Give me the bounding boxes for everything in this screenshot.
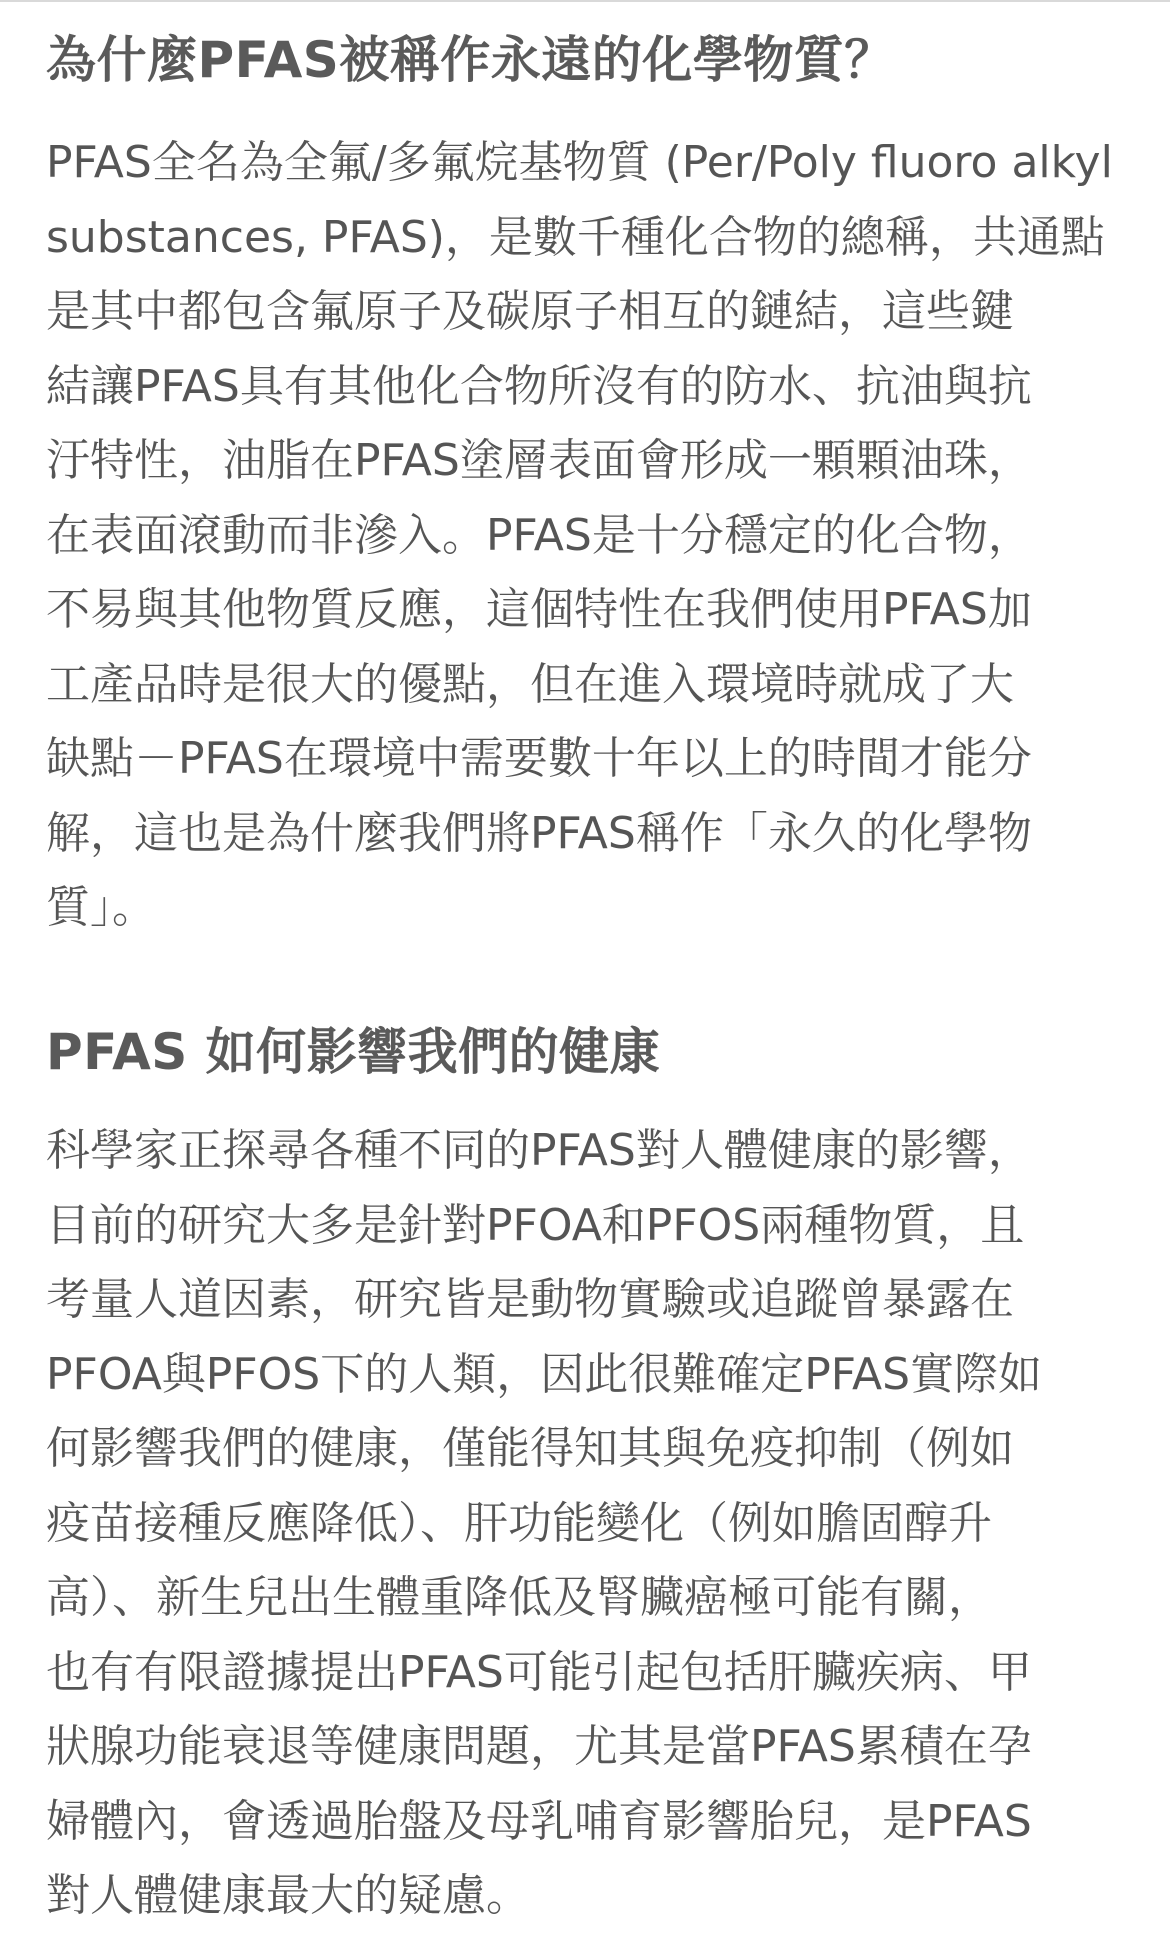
paragraph-line: 何影響我們的健康，僅能得知其與免疫抑制（例如: [46, 1423, 1014, 1474]
section-heading-forever-chemicals: 為什麼PFAS被稱作永遠的化學物質？: [46, 31, 895, 89]
paragraph-line: 結讓PFAS具有其他化合物所沒有的防水、抗油與抗: [46, 360, 1032, 412]
paragraph-line: 狀腺功能衰退等健康問題，尤其是當PFAS累積在孕: [46, 1721, 1032, 1772]
paragraph-line: 缺點－PFAS在環境中需要數十年以上的時間才能分: [46, 733, 1032, 784]
paragraph-line: 科學家正探尋各種不同的PFAS對人體健康的影響，: [46, 1125, 1032, 1176]
top-divider: [0, 0, 1170, 2]
paragraph-line: 也有有限證據提出PFAS可能引起包括肝臟疾病、甲: [46, 1646, 1032, 1698]
paragraph-line: PFOA與PFOS下的人類，因此很難確定PFAS實際如: [46, 1348, 1043, 1400]
paragraph-line: 工產品時是很大的優點，但在進入環境時就成了大: [46, 658, 1014, 710]
paragraph-line: 高）、新生兒出生體重降低及腎臟癌極可能有關，: [46, 1572, 992, 1623]
section-heading-health-effects: PFAS 如何影響我們的健康: [46, 1023, 661, 1081]
paragraph-line: 疫苗接種反應降低）、肝功能變化（例如膽固醇升: [46, 1497, 992, 1549]
paragraph-line: 不易與其他物質反應，這個特性在我們使用PFAS加: [46, 584, 1032, 635]
section-paragraph-health-effects: [46, 1114, 1136, 1934]
paragraph-line: 是其中都包含氟原子及碳原子相互的鏈結，這些鍵: [46, 286, 1014, 337]
paragraph-line: 婦體內，會透過胎盤及母乳哺育影響胎兒，是PFAS: [46, 1795, 1032, 1847]
paragraph-line: 解，這也是為什麼我們將PFAS稱作「永久的化學物: [46, 807, 1032, 859]
paragraph-line: 質」。: [46, 882, 156, 933]
paragraph-line: 考量人道因素，研究皆是動物實驗或追蹤曾暴露在: [46, 1274, 1014, 1325]
paragraph-line: 汙特性，油脂在PFAS塗層表面會形成一顆顆油珠，: [46, 435, 1032, 486]
section-paragraph-forever-chemicals: [46, 126, 1136, 946]
paragraph-line: PFAS全名為全氟/多氟烷基物質 (Per/Poly fluoro alkyl: [46, 137, 1113, 188]
paragraph-line: 在表面滾動而非滲入。PFAS是十分穩定的化合物，: [46, 509, 1032, 561]
paragraph-line: 對人體健康最大的疑慮。: [46, 1870, 530, 1921]
paragraph-line: substances, PFAS)，是數千種化合物的總稱，共通點: [46, 211, 1105, 263]
paragraph-line: 目前的研究大多是針對PFOA和PFOS兩種物質，且: [46, 1199, 1025, 1251]
